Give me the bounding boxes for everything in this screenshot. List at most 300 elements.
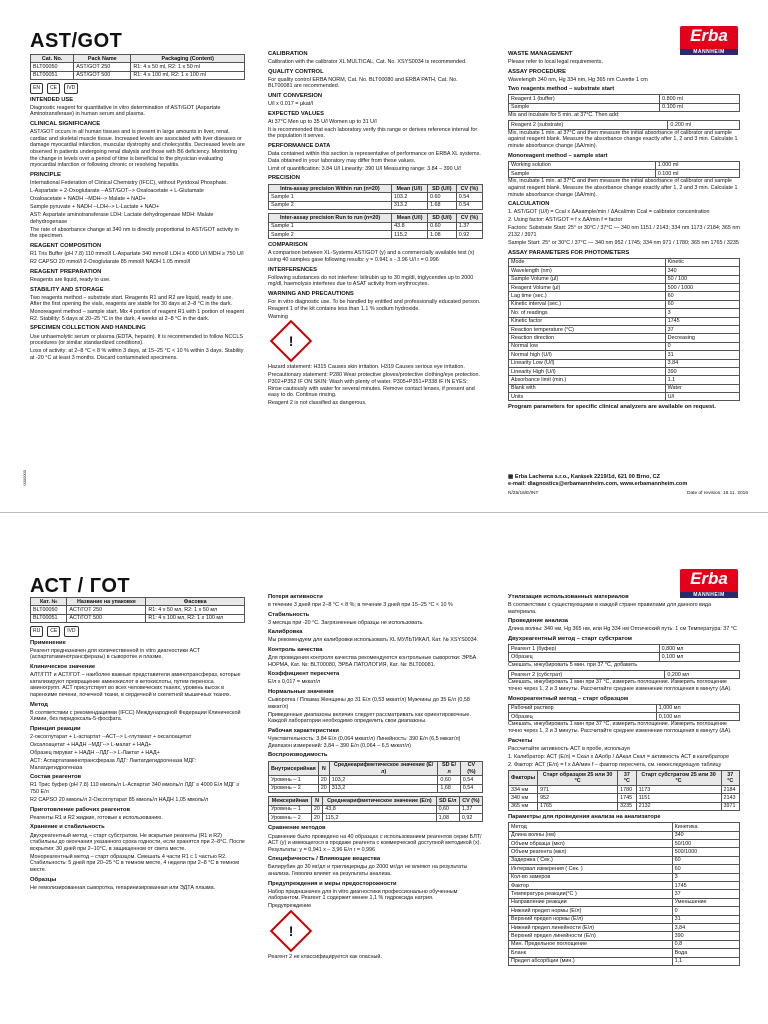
ru-procedure-table-3	[508, 704, 740, 722]
pack-table-row	[31, 614, 245, 622]
params-row	[509, 957, 740, 965]
company-address: Erba Lachema s.r.o., Karásek 2219/1d, 621 00 Brno, CZ	[514, 474, 661, 480]
params-row	[509, 317, 740, 325]
section-heading: Потеря активности	[268, 594, 323, 600]
paragraph: Монореагентный метод – старт образцом. Смешать 4 части R1 с 1 частью R2. Стабильность: 5 дней при 20–25 °C в темном месте, 4 недели при 2–8 °C в темном месте.	[30, 853, 239, 873]
params-row	[509, 284, 740, 292]
factor-table-cell: 1780	[618, 786, 636, 794]
procedure-cell: 0,100 мл	[659, 653, 739, 661]
params-cell: Sample Volume (µl)	[509, 275, 666, 283]
column-1-text	[30, 97, 245, 362]
badge-row	[30, 83, 245, 94]
section-heading: Коэффициент пересчета	[268, 671, 340, 678]
params-cell: 0,8	[672, 940, 739, 948]
section-heading: REAGENT PREPARATION	[30, 268, 102, 275]
paragraph: В соответствии с существующими в каждой стране правилами для данного вида материала.	[508, 602, 712, 615]
intra-table-cell: 0,54	[460, 784, 482, 792]
pack-table-cell: АСТ/ГОТ 500	[67, 614, 146, 622]
params-cell: Linearity Low (U/l)	[509, 359, 666, 367]
params-cell: 500/1000	[672, 848, 739, 856]
intra-precision-table	[268, 184, 483, 210]
params-cell: Wavelength (nm)	[509, 267, 666, 275]
params-cell: 3	[665, 309, 739, 317]
calc-line: Factors: Substrate Start: 25° or 30°C / 37°C — 340 nm 1151 / 2143; 334 nm 1173 / 2184; 365 nm 2132 / 3971	[508, 225, 740, 239]
paragraph: Не гемолизированная сыворотка, гепаринизированная или ЭДТА плазма.	[30, 884, 216, 891]
section-heading: Воспроизводимость	[268, 752, 328, 759]
params-cell: Кинетика	[672, 823, 739, 831]
page-title-ru: АСТ / ГОТ	[30, 575, 131, 597]
paragraph: L-Aspartate + 2-Oxoglutarate --AST/GOT--> Oxaloacetate + L-Glutamate	[30, 187, 204, 194]
paragraph: Двухреагентный метод – старт субстратом. Не вскрытые реагенты (R1 и R2) стабильны до окончания указанного срока годности, если хранятся при 2–8°C. После вскрытия: 30 дней при 2–10°C, в защищенном от света месте.	[30, 832, 245, 852]
pack-table-row	[31, 63, 245, 71]
factor-table-cell: 3971	[721, 802, 740, 810]
factor-table-row	[509, 802, 740, 810]
section-heading: Клиническое значение	[30, 664, 96, 671]
paragraph: Two reagents method – substrate start. Reagents R1 and R2 are liquid, ready to use. After the first opening the vials, reagents are stable for 30 days at 2–8 °C in the dark.	[30, 294, 233, 308]
factor-table-cell: 1173	[636, 786, 721, 794]
paragraph: Please refer to local legal requirements.	[508, 59, 603, 66]
footer-code: N/25/16/E/INT	[508, 491, 539, 496]
factor-table-cell: 365 нм	[509, 802, 538, 810]
inter-table-cell: 115,2	[323, 814, 436, 822]
procedure-row	[509, 645, 740, 653]
params-row	[509, 267, 740, 275]
factor-table-cell: 1151	[636, 794, 721, 802]
procedure-note-2: Mix, incubate 1 min. at 37°C and then measure the initial absorbance of calibrator and sample against reagent blank. Measure the absorbance change exactly after 1, 2 and 3 min. Calculate 1 minute absorbance change (ΔA/min).	[508, 129, 738, 149]
params-row	[509, 393, 740, 401]
factor-table-cell: 1765	[538, 802, 618, 810]
params-row	[509, 823, 740, 831]
params-row	[509, 300, 740, 308]
section-heading: EXPECTED VALUES	[268, 110, 324, 117]
factor-table-cell: 2143	[721, 794, 740, 802]
procedure-cell: Образец	[509, 653, 660, 661]
factor-table-row	[509, 786, 740, 794]
procedure-row	[509, 670, 740, 678]
paragraph: For quality control ERBA NORM, Cat. No. BLT00080 and ERBA PATH, Cat. No. BLT00081 are recommended.	[268, 76, 458, 90]
pack-table-cell: АСТ/ГОТ 250	[67, 606, 146, 614]
params-row	[509, 258, 740, 266]
procedure-cell: Реагент 1 (буфер)	[509, 645, 660, 653]
pack-table-cell: R1: 4 x 100 ml, R2: 1 x 100 ml	[131, 71, 245, 79]
paragraph: Чувствительность: 3,84 Е/л (0,064 мккат/л) Линейность: 390 Е/л (6,5 мккат/л) Диапазон измерений: 3,84 – 390 Е/л (0,064 – 6,5 мккат/л)	[268, 736, 461, 749]
intra-table-cell: 1,68	[438, 784, 460, 792]
calc-line: Рассчитайте активность АСТ в пробе, используя	[508, 745, 630, 752]
paragraph: Реагенты R1 и R2 жидкие, готовые к использованию.	[30, 814, 163, 821]
calc-line: 1. AST/GOT (U/l) = Ccal x ΔAsample/min / ΔAcal/min Ccal = calibrator concentration	[508, 209, 710, 216]
inter-table-cell: 20	[311, 814, 322, 822]
params-cell: Absorbance limit (min.)	[509, 376, 666, 384]
params-cell: Верхний предел линейности (Е/л)	[509, 932, 673, 940]
params-heading: ASSAY PARAMETERS FOR PHOTOMETERS	[508, 249, 630, 256]
intra-table-cell: Уровень – 2	[269, 784, 319, 792]
ru-badge-row	[30, 626, 245, 637]
inter-table-cell: 43.8	[392, 222, 428, 230]
regulatory-badge: EN	[30, 83, 43, 94]
params-cell: Длина волны (нм)	[509, 831, 673, 839]
inter-table-header: CV (%)	[456, 214, 482, 222]
paragraph: Precautionary statement: P280 Wear protective gloves/protective clothing/eye protection. P302+P352 IF ON SKIN: Wash with plenty of water. P305+P351+P338 IF IN EYES: Rinse cautiously with water for several minutes. Remove contact lenses, if present and easy to do. Continue rinsing.	[268, 372, 481, 399]
factor-table-cell: 952	[538, 794, 618, 802]
intra-table-cell: Уровень – 1	[269, 776, 319, 784]
pack-table-row	[31, 71, 245, 79]
procedure-cell: Working solution	[509, 161, 656, 169]
pack-table-header: Кат. №	[31, 598, 67, 606]
intra-table-cell: 20	[318, 784, 329, 792]
paragraph: R1 Tris Buffer (pH 7.8) 110 mmol/l L-Aspartate 340 mmol/l LDH ≥ 4000 U/l MDH ≥ 750 U/l	[30, 251, 244, 258]
params-cell: Уменьшение	[672, 898, 739, 906]
inter-table-row	[269, 805, 483, 813]
intra-table-header: SD Е/л	[438, 761, 460, 776]
paragraph: Use unhaemolytic serum or plasma (EDTA, heparin). It is recommended to follow NCCLS procedures (or similar standardized conditions).	[30, 333, 243, 347]
regulatory-badge: CE	[47, 626, 60, 637]
pack-table-cell: BLT00050	[31, 63, 74, 71]
ru-procedure-note-1: Смешать, инкубировать 5 мин. при 37 °C, добавить	[508, 661, 638, 668]
column-2-text	[268, 51, 483, 182]
procedure-note-3: Mix, incubate 1 min. at 37°C and then measure the initial absorbance of calibrator and sample against reagent blank. Measure the absorbance change exactly after 1, 2 and 3 min. Calculate 1 minute absorbance change (ΔA/min).	[508, 178, 738, 198]
paragraph: АЛТ/ГПТ и АСТ/ГОТ – наиболее важные представители аминотрансфераз, которые катализируют превращение аминокислот в кетокислоты, путем переноса аминогрупп. АСТ присутствует во всех человеческих тканях, уровень высок в паренхиме печени, почечной ткани, в сердечной и скелетной мышечных тканях.	[30, 672, 241, 698]
section-heading: Контроль качества	[268, 647, 323, 654]
intra-table-cell: 313.2	[391, 201, 427, 209]
params-row	[509, 856, 740, 864]
paragraph: Reagents are liquid, ready to use.	[30, 276, 111, 283]
paragraph: U/l x 0.017 = µkat/l	[268, 101, 313, 108]
pack-table-header: Pack Name	[74, 55, 131, 63]
ru-procedure-note-2: Смешать, инкубировать 1 мин при 37 °C, измерить поглощение. Измерить поглощение точно через 1, 2 и 3 минуты. Рассчитайте среднее изменение поглощения в минуту (ΔA).	[508, 679, 732, 692]
logo-text: Erba	[690, 26, 728, 45]
params-cell: Normal high (U/l)	[509, 351, 666, 359]
pack-table-header: Фасовка	[146, 598, 245, 606]
intra-table-header: CV (%)	[456, 185, 482, 193]
paragraph: Сравнение было проведено на 40 образцах с использованием реагентов серии БЛТ/АСТ (у) и имеющегося в продаже реагента с коммерческой доступной методикой (х). Результаты: y = 0,941 x – 3,96 Е/л r = 0,996	[268, 833, 482, 853]
inter-table-cell: 1.08	[428, 230, 457, 238]
section-heading: REAGENT COMPOSITION	[30, 243, 102, 250]
params-cell: Нижний предел линейности (Е/л)	[509, 924, 673, 932]
params-row	[509, 292, 740, 300]
logo-text-ru: Erba	[690, 569, 728, 588]
ru-params-heading: Параметры для проведения анализа на анализаторе	[508, 814, 661, 821]
section-heading: COMPARISON	[268, 242, 308, 249]
procedure-cell: 1.000 ml	[655, 161, 739, 169]
procedure-cell: 0.100 ml	[660, 103, 740, 111]
paragraph: Сыворотка / Плазма Женщины до 31 Е/л (0,53 мккат/л) Мужчины до 35 Е/л (0,58 мккат/л)	[268, 697, 470, 710]
intra-table-header: N	[318, 761, 329, 776]
paragraph: Билирубин до 30 мг/дл и триглицериды до 2000 мг/дл не влияют на результаты анализа. Гемолиз влияет на результаты анализа.	[268, 864, 468, 877]
params-cell: Blank with	[509, 384, 666, 392]
factor-table-cell: 971	[538, 786, 618, 794]
calc-line: 2. Using factor: AST/GOT = f x ΔA/min f = factor	[508, 217, 623, 224]
params-cell: 37	[672, 890, 739, 898]
column-3-text	[508, 51, 740, 93]
paragraph: R1 Трис буфер (pH 7.8) 110 ммоль/л L-Аспартат 340 ммоль/л ЛДГ ≥ 4000 Е/л МДГ ≥ 750 Е/л	[30, 782, 240, 796]
params-cell: 1745	[672, 882, 739, 890]
params-row	[509, 376, 740, 384]
procedure-cell: 0,800 мл	[659, 645, 739, 653]
intra-table-cell: 313,2	[329, 784, 438, 792]
factor-table-cell: 334 нм	[509, 786, 538, 794]
factor-table-cell: 3235	[618, 802, 636, 810]
section-heading: Двухреагентный метод – старт субстратом	[508, 635, 632, 642]
paragraph: Diagnostic reagent for quantitative in vitro determination of AST/GOT (Aspartate Aminotransferase) in human serum and plasma.	[30, 104, 221, 118]
params-cell: 0	[665, 342, 739, 350]
footer-company	[508, 474, 748, 481]
ru-column-1-text	[30, 640, 245, 892]
section-heading: QUALITY CONTROL	[268, 68, 324, 75]
section-heading: CALIBRATION	[268, 51, 308, 57]
intra-table-row	[269, 193, 483, 201]
factor-table-header: Старт образцом 25 или 30 °C	[538, 771, 618, 786]
section-heading: Приготовление рабочих реагентов	[30, 806, 131, 813]
procedure-row	[509, 653, 740, 661]
section-heading: Метод	[30, 701, 48, 708]
procedure-cell: 0.800 ml	[660, 95, 740, 103]
params-cell: 31	[672, 915, 739, 923]
section-heading: WARNING AND PRECAUTIONS	[268, 290, 354, 297]
params-cell: 37	[665, 325, 739, 333]
inter-table-cell: 0,92	[459, 814, 482, 822]
ru-factor-table	[508, 770, 740, 811]
footer-email: e-mail: diagnostics@erbamannheim.com, www.erbamannheim.com	[508, 481, 688, 487]
paragraph: Wavelength 340 nm, Hg 334 nm, Hg 365 nm Cuvette 1 cm	[508, 76, 648, 83]
pack-table-cell: BLT00050	[31, 606, 67, 614]
intra-table-cell: 0.54	[456, 201, 482, 209]
paragraph: Мы рекомендуем для калибровки использовать XL МУЛЬТИКАЛ, Кат. № XSYS0034.	[268, 637, 479, 644]
paragraph: Loss of activity: at 2–8 °C < 8 % within 3 days, at 15–25 °C < 10 % within 3 days. Stability at -20 °C at least 3 months. Discard contaminated specimens.	[30, 348, 244, 361]
section-heading: INTERFERENCES	[268, 266, 317, 273]
procedure-row	[509, 170, 740, 178]
inter-table-header: SD Е/л	[436, 797, 459, 805]
hazard-mark: !	[288, 922, 294, 939]
inter-table-cell: 0.92	[456, 230, 482, 238]
inter-table-cell: Уровень – 1	[269, 805, 312, 813]
intra-table-row	[269, 784, 483, 792]
paragraph: Hazard statement: H315 Causes skin irritation. H319 Causes serious eye irritation.	[268, 364, 465, 371]
procedure-table-2	[508, 120, 740, 129]
params-cell: 50/100	[672, 840, 739, 848]
regulatory-badge: IVD	[64, 626, 78, 637]
calculation-heading: CALCULATION	[508, 201, 550, 208]
paragraph: Following substances do not interfere: bilirubin up to 30 mg/dl, triglycerides up to 2000 mg/dl, haemolysis interferes due to ASAT activity from erythrocytes.	[268, 274, 474, 288]
params-row	[509, 334, 740, 342]
inter-precision-table	[268, 213, 483, 239]
inter-table-header: CV (%)	[459, 797, 482, 805]
calc-line: Sample Start: 25° or 30°C / 37°C — 340 nm 952 / 1745; 334 nm 971 / 1780; 365 nm 1765 / 3235	[508, 240, 739, 247]
procedure-row	[509, 704, 740, 712]
ru-procedure-table-1	[508, 644, 740, 662]
column-3	[508, 48, 740, 413]
procedure-cell: Образец	[509, 713, 657, 721]
params-cell: Бланк	[509, 949, 673, 957]
intra-table-cell: 103,2	[329, 776, 438, 784]
paragraph: R2 CAPSO 20 ммоль/л 2-Оксоглутарат 85 ммоль/л НАДН 1,05 ммоль/л	[30, 797, 209, 804]
section-heading: Калибровка	[268, 629, 303, 636]
params-cell: Units	[509, 393, 666, 401]
intra-table-header: SD (U/l)	[427, 185, 456, 193]
params-cell: 60	[665, 292, 739, 300]
procedure-cell: 0,200 мл	[665, 670, 740, 678]
factor-table-cell: 1745	[618, 794, 636, 802]
params-cell: Kinetic factor	[509, 317, 666, 325]
params-row	[509, 840, 740, 848]
inter-table-cell: 115.2	[392, 230, 428, 238]
ru-column-2b-text	[268, 825, 483, 960]
intra-table-row	[269, 776, 483, 784]
params-row	[509, 359, 740, 367]
section-heading: Хранение и стабильность	[30, 824, 105, 831]
section-heading: INTENDED USE	[30, 96, 74, 103]
params-note: Program parameters for specific clinical analyzers are available on request.	[508, 404, 716, 411]
pack-table-row	[31, 606, 245, 614]
section-heading: UNIT CONVERSION	[268, 92, 323, 99]
intra-table-cell: 0.54	[456, 193, 482, 201]
params-cell: Предел абсорбции (мин.)	[509, 957, 673, 965]
paragraph: Реагент предназначен для количественной in vitro диагностики АСТ (аспартатаминотрансферазы) в сыворотке и плазме.	[30, 647, 201, 661]
params-row	[509, 848, 740, 856]
ru-column-2	[268, 591, 483, 962]
paragraph: The rate of absorbance change at 340 nm is directly proportional to AST/GOT activity in the specimen.	[30, 226, 239, 240]
params-cell: 3,84	[672, 924, 739, 932]
params-cell: 31	[665, 351, 739, 359]
inter-table-cell: 20	[311, 805, 322, 813]
ru-calculation-heading: Расчеты	[508, 737, 533, 744]
params-row	[509, 949, 740, 957]
paragraph: Reagent 2 is not classified as dangerous.	[268, 400, 367, 407]
factor-table-header: Старт субстратом 25 или 30 °C	[636, 771, 721, 786]
factor-table-cell: 340 нм	[509, 794, 538, 802]
params-cell: 1.1	[665, 376, 739, 384]
hazard-mark: !	[288, 332, 294, 349]
params-row	[509, 907, 740, 915]
inter-table-cell: Уровень – 2	[269, 814, 312, 822]
factor-table-cell: 2132	[636, 802, 721, 810]
params-cell: 390	[665, 367, 739, 375]
paragraph: A comparison between XL-Systems AST/GOT (y) and a commercially available test (x) using 40 samples gave following results: y = 0.941 x - 3.96 U/l r = 0.996	[268, 250, 475, 264]
paragraph: Data contained within this section is representative of performance on ERBA XL systems. Data obtained in your laboratory may differ from these values.	[268, 151, 481, 164]
inter-table-cell: 0,60	[436, 805, 459, 813]
inter-table-cell: 1.37	[456, 222, 482, 230]
procedure-cell: 0.200 ml	[668, 121, 740, 129]
section-heading: STABILITY AND STORAGE	[30, 286, 104, 293]
params-row	[509, 924, 740, 932]
procedure-cell: Реагент 2 (субстрат)	[509, 670, 665, 678]
regulatory-badge: RU	[30, 626, 43, 637]
inter-table-header: Среднеарифметическое значение (Е/л)	[323, 797, 436, 805]
params-cell: No. of readings	[509, 309, 666, 317]
params-row	[509, 890, 740, 898]
paragraph: Оксалоацетат + НАДН --МДГ--> L-малат + НАД+	[30, 741, 152, 748]
params-cell: Направление реакции	[509, 898, 673, 906]
pack-table-cell: R1: 4 x 50 ml, R2: 1 x 50 ml	[131, 63, 245, 71]
factor-table-header: 37 °C	[721, 771, 740, 786]
procedure-row	[509, 103, 740, 111]
procedure-cell: Sample	[509, 103, 660, 111]
column-2b-text	[268, 242, 483, 407]
inter-table-header: N	[311, 797, 322, 805]
procedure-cell: 1,000 мл	[656, 704, 739, 712]
procedure-row	[509, 95, 740, 103]
params-cell: Нижний предел нормы (Е/л)	[509, 907, 673, 915]
params-cell: Интервал измерения ( Сек. )	[509, 865, 673, 873]
paragraph: Warning	[268, 313, 288, 320]
factor-table-row	[509, 794, 740, 802]
section-heading: Утилизация использованных материалов	[508, 594, 629, 600]
ru-column-3	[508, 591, 740, 966]
intra-table-header: Mean (U/l)	[391, 185, 427, 193]
params-cell: Reaction direction	[509, 334, 666, 342]
params-cell: 1745	[665, 317, 739, 325]
pack-table-header: Packaging (Content)	[131, 55, 245, 63]
inter-table-cell: Sample 2	[269, 230, 392, 238]
section-heading: Принцип реакции	[30, 725, 81, 732]
paragraph: R2 CAPSO 20 mmol/l 2-Oxoglutarate 85 mmol/l NADH 1.05 mmol/l	[30, 259, 191, 266]
erba-logo	[680, 26, 738, 55]
pack-table-cell: AST/GOT 500	[74, 71, 131, 79]
regulatory-badge: IVD	[64, 83, 78, 94]
paragraph: Monoreagent method – sample start. Mix 4 portion of reagent R1 with 1 portion of reagent R2. Stability: 5 days at 20–25 °C in the dark, 4 weeks at 2–8 °C in the dark.	[30, 309, 244, 322]
params-row	[509, 940, 740, 948]
section-heading: Two reagents method – substrate start	[508, 86, 615, 93]
params-row	[509, 873, 740, 881]
ru-procedure-note-3: Смешать, инкубировать 1 мин при 37 °C, измерить поглощение. Измерить поглощение точно через 1, 2 и 3 минуты. Рассчитайте среднее изменение поглощения в минуту (ΔA).	[508, 721, 732, 734]
procedure-cell: 0.100 ml	[655, 170, 739, 178]
intra-table-header: Внутрисерийная	[269, 761, 319, 776]
paragraph: В соответствии с рекомендациями (IFCC) Международной Федерации Клинической Химии, без пиридоксаль-5-фосфата.	[30, 709, 241, 723]
params-cell: 3	[672, 873, 739, 881]
page-title: AST/GOT	[30, 30, 123, 52]
params-cell: Kinetic interval (sec.)	[509, 300, 666, 308]
pack-table-cell: R1: 4 x 50 мл, R2: 1 x 50 мл	[146, 606, 245, 614]
paragraph: It is recommended that each laboratory verify this range or derives reference interval for the population it serves.	[268, 126, 478, 140]
params-cell: Reagent Volume (µl)	[509, 284, 666, 292]
procedure-cell: 0,100 мл	[656, 713, 739, 721]
paragraph: Длина волны: 340 нм, Hg 365 нм, или Hg 334 нм Оптический путь: 1 см Температура: 37 °C	[508, 626, 737, 633]
intra-table-cell: Sample 2	[269, 201, 392, 209]
paragraph: Е/л х 0,017 = мккат/л	[268, 679, 321, 686]
column-1	[30, 54, 245, 363]
procedure-cell: Sample	[509, 170, 656, 178]
paragraph: АСТ: Аспартатаминотрансфераза ЛДГ: Лактатдегидрогеназа МДГ: Малатдегидрогеназа	[30, 758, 197, 771]
calculation-text	[508, 209, 740, 246]
inter-table-header: Inter-assay precision Run to run (n=20)	[269, 214, 392, 222]
section-heading: Предупреждения и меры предосторожности	[268, 880, 397, 887]
inter-table-header: Mean (U/l)	[392, 214, 428, 222]
pack-table-header: Cat. No.	[31, 55, 74, 63]
params-row	[509, 831, 740, 839]
ru-column-3-text	[508, 594, 740, 643]
pack-table	[30, 54, 245, 80]
paragraph: 3 месяца при -20 °C. Загрязненные образцы не использовать.	[268, 619, 424, 626]
params-cell: Decreasing	[665, 334, 739, 342]
pack-table-cell: R1: 4 x 100 мл, R2: 1 x 100 мл	[146, 614, 245, 622]
params-row	[509, 309, 740, 317]
erba-logo-ru	[680, 569, 738, 598]
paragraph: Приведенные диапазоны величин следует рассматривать как ориентировочные. Каждой лаборатории необходимо определить свои диапазоны.	[268, 711, 471, 725]
section-heading: Стабильность	[268, 611, 310, 618]
calc-line: 1. Калибратор: АСТ (Е/л) = Скал x ΔAобр / ΔAкал Скал = активность АСТ в калибраторе	[508, 753, 730, 760]
params-cell: 60	[672, 856, 739, 864]
params-cell: 340	[672, 831, 739, 839]
params-cell: Фактор	[509, 882, 673, 890]
inter-table-cell: 0.60	[428, 222, 457, 230]
params-row	[509, 342, 740, 350]
pack-table-cell: BLT00051	[31, 71, 74, 79]
column-2	[268, 48, 483, 408]
paragraph: Набор предназначен для in vitro диагностики профессионально обученным лаборантом. Реагент 1 содержит менее 1,1 % гидроксида натрия.	[268, 888, 458, 902]
section-heading: ASSAY PROCEDURE	[508, 68, 566, 75]
section-heading: PRINCIPLE	[30, 171, 61, 178]
params-cell: Lag time (sec.)	[509, 292, 666, 300]
params-cell: Reaction temperature (°C)	[509, 325, 666, 333]
